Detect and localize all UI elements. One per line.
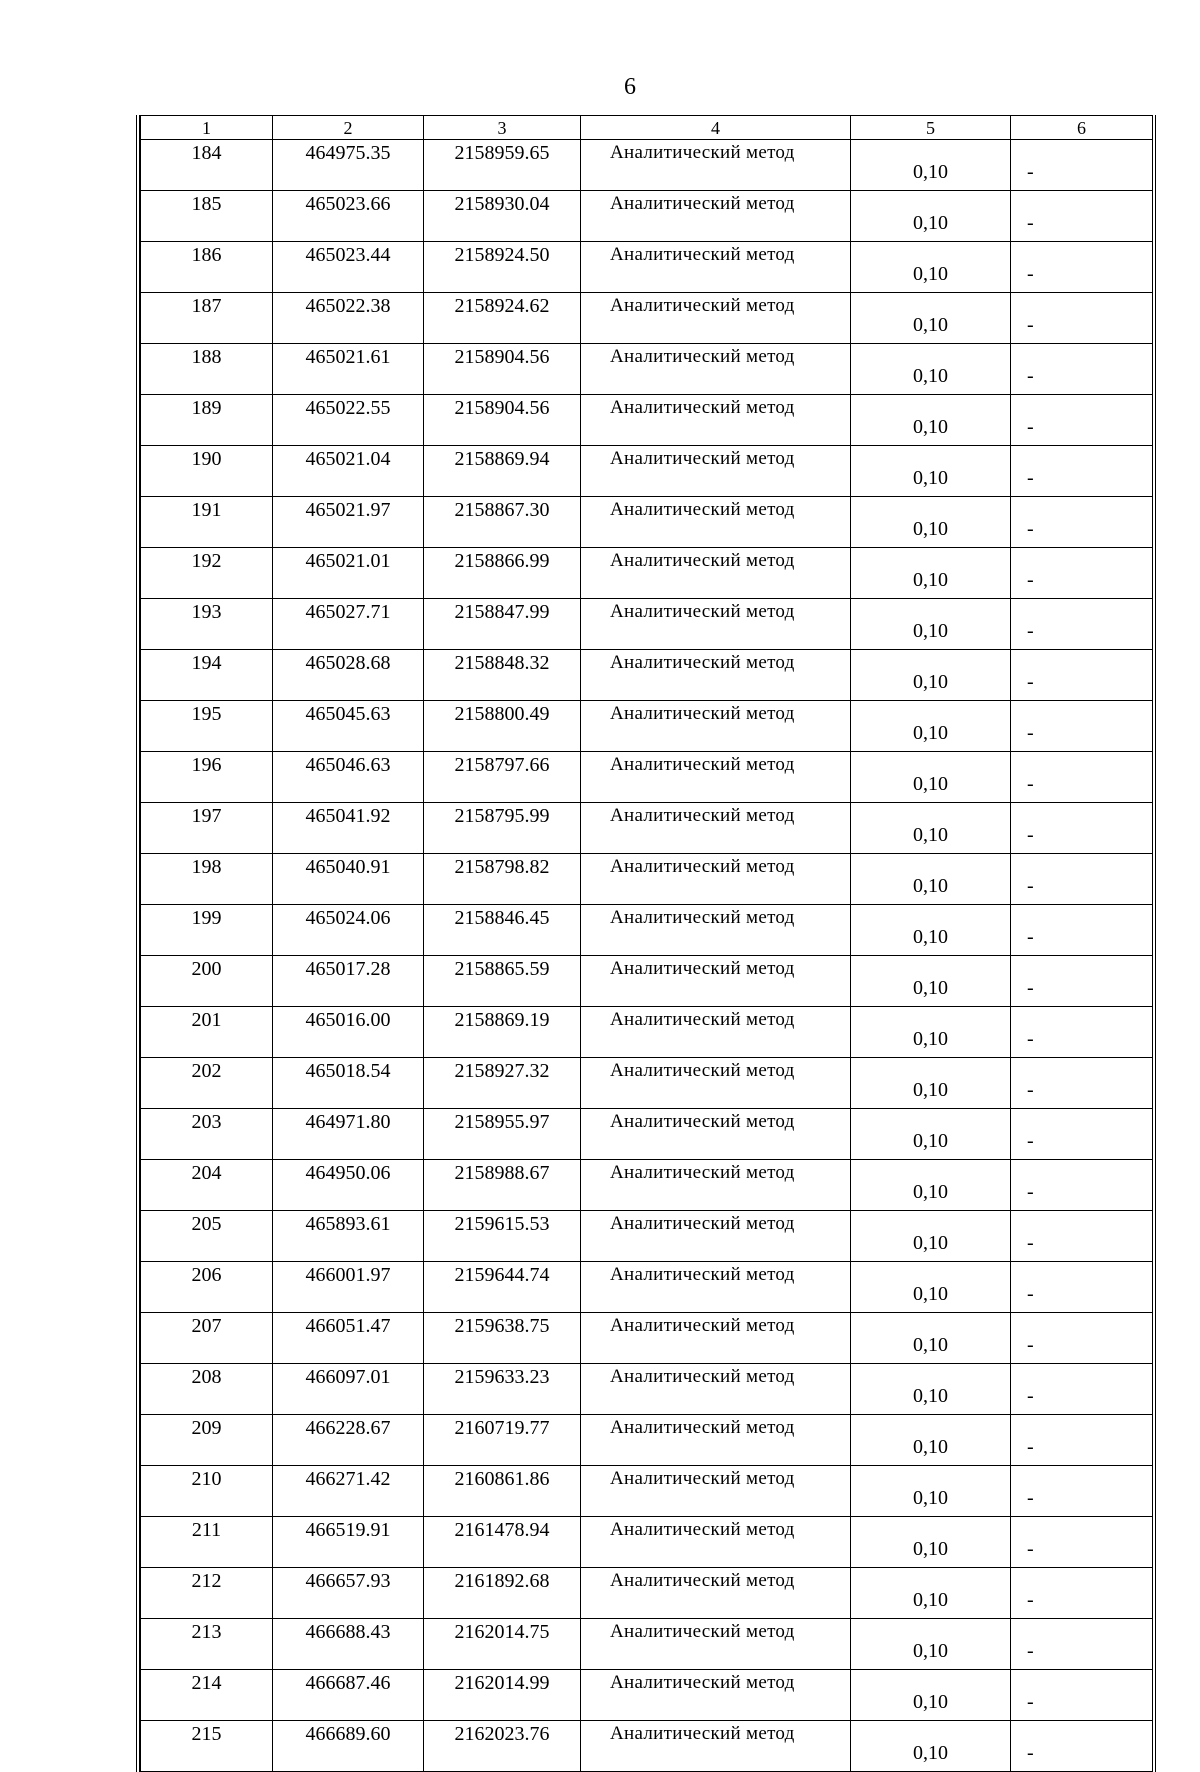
note-cell: - — [1011, 1619, 1153, 1670]
table-row — [141, 1058, 1153, 1109]
point-number-cell: 202 — [141, 1058, 273, 1109]
x-coordinate-cell: 464950.06 — [273, 1160, 424, 1211]
accuracy-cell: 0,10 — [851, 905, 1011, 956]
point-number-cell: 190 — [141, 446, 273, 497]
x-coordinate-cell: 465040.91 — [273, 854, 424, 905]
table-row — [141, 191, 1153, 242]
x-coordinate-cell: 465023.66 — [273, 191, 424, 242]
point-number-cell: 213 — [141, 1619, 273, 1670]
note-cell: - — [1011, 1721, 1153, 1772]
note-cell: - — [1011, 191, 1153, 242]
method-cell: Аналитический метод — [581, 1415, 851, 1466]
x-coordinate-cell: 465045.63 — [273, 701, 424, 752]
x-coordinate-cell: 465024.06 — [273, 905, 424, 956]
point-number-cell: 199 — [141, 905, 273, 956]
column-header-4: 4 — [581, 116, 851, 140]
method-cell: Аналитический метод — [581, 1007, 851, 1058]
point-number-cell: 187 — [141, 293, 273, 344]
accuracy-cell: 0,10 — [851, 293, 1011, 344]
point-number-cell: 215 — [141, 1721, 273, 1772]
note-cell: - — [1011, 1517, 1153, 1568]
table-row — [141, 1517, 1153, 1568]
x-coordinate-cell: 465022.38 — [273, 293, 424, 344]
x-coordinate-cell: 466051.47 — [273, 1313, 424, 1364]
method-cell: Аналитический метод — [581, 905, 851, 956]
x-coordinate-cell: 465021.97 — [273, 497, 424, 548]
x-coordinate-cell: 466687.46 — [273, 1670, 424, 1721]
x-coordinate-cell: 466519.91 — [273, 1517, 424, 1568]
y-coordinate-cell: 2158869.19 — [424, 1007, 581, 1058]
y-coordinate-cell: 2158800.49 — [424, 701, 581, 752]
y-coordinate-cell: 2158924.62 — [424, 293, 581, 344]
accuracy-cell: 0,10 — [851, 599, 1011, 650]
x-coordinate-cell: 465046.63 — [273, 752, 424, 803]
table-row — [141, 956, 1153, 1007]
note-cell: - — [1011, 1262, 1153, 1313]
method-cell: Аналитический метод — [581, 1670, 851, 1721]
table-row — [141, 1109, 1153, 1160]
table-row — [141, 140, 1153, 191]
x-coordinate-cell: 465023.44 — [273, 242, 424, 293]
point-number-cell: 194 — [141, 650, 273, 701]
accuracy-cell: 0,10 — [851, 854, 1011, 905]
method-cell: Аналитический метод — [581, 1262, 851, 1313]
x-coordinate-cell: 465021.01 — [273, 548, 424, 599]
note-cell: - — [1011, 1007, 1153, 1058]
y-coordinate-cell: 2160719.77 — [424, 1415, 581, 1466]
y-coordinate-cell: 2158847.99 — [424, 599, 581, 650]
accuracy-cell: 0,10 — [851, 1517, 1011, 1568]
y-coordinate-cell: 2158798.82 — [424, 854, 581, 905]
note-cell: - — [1011, 1568, 1153, 1619]
table-row — [141, 344, 1153, 395]
method-cell: Аналитический метод — [581, 548, 851, 599]
method-cell: Аналитический метод — [581, 1313, 851, 1364]
table-row — [141, 1160, 1153, 1211]
table-row — [141, 599, 1153, 650]
y-coordinate-cell: 2158867.30 — [424, 497, 581, 548]
method-cell: Аналитический метод — [581, 1619, 851, 1670]
table-header-row — [141, 116, 1153, 140]
x-coordinate-cell: 465041.92 — [273, 803, 424, 854]
table-row — [141, 1670, 1153, 1721]
note-cell: - — [1011, 956, 1153, 1007]
accuracy-cell: 0,10 — [851, 191, 1011, 242]
note-cell: - — [1011, 1415, 1153, 1466]
note-cell: - — [1011, 752, 1153, 803]
point-number-cell: 195 — [141, 701, 273, 752]
accuracy-cell: 0,10 — [851, 1619, 1011, 1670]
column-header-1: 1 — [141, 116, 273, 140]
x-coordinate-cell: 466271.42 — [273, 1466, 424, 1517]
y-coordinate-cell: 2158904.56 — [424, 344, 581, 395]
note-cell: - — [1011, 497, 1153, 548]
point-number-cell: 198 — [141, 854, 273, 905]
x-coordinate-cell: 466688.43 — [273, 1619, 424, 1670]
point-number-cell: 193 — [141, 599, 273, 650]
note-cell: - — [1011, 242, 1153, 293]
accuracy-cell: 0,10 — [851, 140, 1011, 191]
x-coordinate-cell: 464971.80 — [273, 1109, 424, 1160]
y-coordinate-cell: 2159633.23 — [424, 1364, 581, 1415]
accuracy-cell: 0,10 — [851, 242, 1011, 293]
accuracy-cell: 0,10 — [851, 650, 1011, 701]
method-cell: Аналитический метод — [581, 599, 851, 650]
x-coordinate-cell: 465028.68 — [273, 650, 424, 701]
x-coordinate-cell: 465022.55 — [273, 395, 424, 446]
table-row — [141, 1364, 1153, 1415]
y-coordinate-cell: 2158930.04 — [424, 191, 581, 242]
point-number-cell: 205 — [141, 1211, 273, 1262]
point-number-cell: 212 — [141, 1568, 273, 1619]
note-cell: - — [1011, 1160, 1153, 1211]
y-coordinate-cell: 2158904.56 — [424, 395, 581, 446]
note-cell: - — [1011, 1313, 1153, 1364]
table-row — [141, 446, 1153, 497]
accuracy-cell: 0,10 — [851, 1007, 1011, 1058]
table-row — [141, 1466, 1153, 1517]
point-number-cell: 192 — [141, 548, 273, 599]
point-number-cell: 209 — [141, 1415, 273, 1466]
accuracy-cell: 0,10 — [851, 1364, 1011, 1415]
accuracy-cell: 0,10 — [851, 1262, 1011, 1313]
x-coordinate-cell: 466689.60 — [273, 1721, 424, 1772]
y-coordinate-cell: 2158797.66 — [424, 752, 581, 803]
column-header-2: 2 — [273, 116, 424, 140]
x-coordinate-cell: 465893.61 — [273, 1211, 424, 1262]
column-header-5: 5 — [851, 116, 1011, 140]
y-coordinate-cell: 2158869.94 — [424, 446, 581, 497]
accuracy-cell: 0,10 — [851, 446, 1011, 497]
y-coordinate-cell: 2159615.53 — [424, 1211, 581, 1262]
accuracy-cell: 0,10 — [851, 1721, 1011, 1772]
note-cell: - — [1011, 395, 1153, 446]
x-coordinate-cell: 465017.28 — [273, 956, 424, 1007]
note-cell: - — [1011, 446, 1153, 497]
x-coordinate-cell: 465027.71 — [273, 599, 424, 650]
point-number-cell: 207 — [141, 1313, 273, 1364]
note-cell: - — [1011, 1211, 1153, 1262]
x-coordinate-cell: 464975.35 — [273, 140, 424, 191]
method-cell: Аналитический метод — [581, 1364, 851, 1415]
method-cell: Аналитический метод — [581, 1466, 851, 1517]
y-coordinate-cell: 2158988.67 — [424, 1160, 581, 1211]
point-number-cell: 200 — [141, 956, 273, 1007]
method-cell: Аналитический метод — [581, 1517, 851, 1568]
y-coordinate-cell: 2159644.74 — [424, 1262, 581, 1313]
method-cell: Аналитический метод — [581, 752, 851, 803]
method-cell: Аналитический метод — [581, 191, 851, 242]
table-row — [141, 1619, 1153, 1670]
point-number-cell: 211 — [141, 1517, 273, 1568]
method-cell: Аналитический метод — [581, 344, 851, 395]
point-number-cell: 191 — [141, 497, 273, 548]
point-number-cell: 196 — [141, 752, 273, 803]
coordinates-table-frame — [136, 115, 1156, 1772]
table-row — [141, 548, 1153, 599]
y-coordinate-cell: 2160861.86 — [424, 1466, 581, 1517]
y-coordinate-cell: 2158866.99 — [424, 548, 581, 599]
note-cell: - — [1011, 1466, 1153, 1517]
note-cell: - — [1011, 803, 1153, 854]
table-row — [141, 293, 1153, 344]
note-cell: - — [1011, 1364, 1153, 1415]
table-row — [141, 1568, 1153, 1619]
point-number-cell: 203 — [141, 1109, 273, 1160]
method-cell: Аналитический метод — [581, 1721, 851, 1772]
point-number-cell: 201 — [141, 1007, 273, 1058]
table-row — [141, 854, 1153, 905]
note-cell: - — [1011, 548, 1153, 599]
x-coordinate-cell: 465018.54 — [273, 1058, 424, 1109]
note-cell: - — [1011, 1109, 1153, 1160]
y-coordinate-cell: 2158865.59 — [424, 956, 581, 1007]
x-coordinate-cell: 466657.93 — [273, 1568, 424, 1619]
y-coordinate-cell: 2158848.32 — [424, 650, 581, 701]
accuracy-cell: 0,10 — [851, 1109, 1011, 1160]
method-cell: Аналитический метод — [581, 497, 851, 548]
point-number-cell: 184 — [141, 140, 273, 191]
note-cell: - — [1011, 140, 1153, 191]
accuracy-cell: 0,10 — [851, 1211, 1011, 1262]
accuracy-cell: 0,10 — [851, 1313, 1011, 1364]
accuracy-cell: 0,10 — [851, 1415, 1011, 1466]
table-row — [141, 1262, 1153, 1313]
accuracy-cell: 0,10 — [851, 395, 1011, 446]
table-row — [141, 650, 1153, 701]
table-row — [141, 803, 1153, 854]
note-cell: - — [1011, 1670, 1153, 1721]
x-coordinate-cell: 466097.01 — [273, 1364, 424, 1415]
note-cell: - — [1011, 344, 1153, 395]
y-coordinate-cell: 2158924.50 — [424, 242, 581, 293]
table-row — [141, 701, 1153, 752]
accuracy-cell: 0,10 — [851, 548, 1011, 599]
x-coordinate-cell: 465021.61 — [273, 344, 424, 395]
y-coordinate-cell: 2161892.68 — [424, 1568, 581, 1619]
table-row — [141, 1007, 1153, 1058]
note-cell: - — [1011, 1058, 1153, 1109]
point-number-cell: 189 — [141, 395, 273, 446]
point-number-cell: 197 — [141, 803, 273, 854]
y-coordinate-cell: 2162023.76 — [424, 1721, 581, 1772]
y-coordinate-cell: 2158927.32 — [424, 1058, 581, 1109]
accuracy-cell: 0,10 — [851, 1568, 1011, 1619]
y-coordinate-cell: 2158959.65 — [424, 140, 581, 191]
x-coordinate-cell: 466228.67 — [273, 1415, 424, 1466]
point-number-cell: 208 — [141, 1364, 273, 1415]
method-cell: Аналитический метод — [581, 1568, 851, 1619]
method-cell: Аналитический метод — [581, 650, 851, 701]
note-cell: - — [1011, 905, 1153, 956]
note-cell: - — [1011, 599, 1153, 650]
note-cell: - — [1011, 701, 1153, 752]
point-number-cell: 185 — [141, 191, 273, 242]
y-coordinate-cell: 2161478.94 — [424, 1517, 581, 1568]
point-number-cell: 204 — [141, 1160, 273, 1211]
x-coordinate-cell: 465021.04 — [273, 446, 424, 497]
note-cell: - — [1011, 854, 1153, 905]
point-number-cell: 186 — [141, 242, 273, 293]
accuracy-cell: 0,10 — [851, 1466, 1011, 1517]
accuracy-cell: 0,10 — [851, 803, 1011, 854]
method-cell: Аналитический метод — [581, 1211, 851, 1262]
method-cell: Аналитический метод — [581, 446, 851, 497]
method-cell: Аналитический метод — [581, 854, 851, 905]
table-row — [141, 905, 1153, 956]
accuracy-cell: 0,10 — [851, 497, 1011, 548]
y-coordinate-cell: 2158955.97 — [424, 1109, 581, 1160]
y-coordinate-cell: 2159638.75 — [424, 1313, 581, 1364]
table-row — [141, 497, 1153, 548]
method-cell: Аналитический метод — [581, 395, 851, 446]
method-cell: Аналитический метод — [581, 701, 851, 752]
y-coordinate-cell: 2162014.99 — [424, 1670, 581, 1721]
table-row — [141, 242, 1153, 293]
column-header-6: 6 — [1011, 116, 1153, 140]
accuracy-cell: 0,10 — [851, 1670, 1011, 1721]
method-cell: Аналитический метод — [581, 803, 851, 854]
method-cell: Аналитический метод — [581, 1160, 851, 1211]
table-row — [141, 1415, 1153, 1466]
note-cell: - — [1011, 650, 1153, 701]
table-row — [141, 395, 1153, 446]
method-cell: Аналитический метод — [581, 1109, 851, 1160]
accuracy-cell: 0,10 — [851, 956, 1011, 1007]
point-number-cell: 214 — [141, 1670, 273, 1721]
note-cell: - — [1011, 293, 1153, 344]
y-coordinate-cell: 2162014.75 — [424, 1619, 581, 1670]
coordinates-table — [140, 115, 1153, 1772]
point-number-cell: 206 — [141, 1262, 273, 1313]
method-cell: Аналитический метод — [581, 293, 851, 344]
method-cell: Аналитический метод — [581, 956, 851, 1007]
method-cell: Аналитический метод — [581, 140, 851, 191]
accuracy-cell: 0,10 — [851, 344, 1011, 395]
point-number-cell: 210 — [141, 1466, 273, 1517]
table-row — [141, 1211, 1153, 1262]
accuracy-cell: 0,10 — [851, 701, 1011, 752]
method-cell: Аналитический метод — [581, 242, 851, 293]
table-row — [141, 1313, 1153, 1364]
x-coordinate-cell: 465016.00 — [273, 1007, 424, 1058]
accuracy-cell: 0,10 — [851, 752, 1011, 803]
accuracy-cell: 0,10 — [851, 1160, 1011, 1211]
x-coordinate-cell: 466001.97 — [273, 1262, 424, 1313]
y-coordinate-cell: 2158795.99 — [424, 803, 581, 854]
accuracy-cell: 0,10 — [851, 1058, 1011, 1109]
table-row — [141, 752, 1153, 803]
table-row — [141, 1721, 1153, 1772]
page-number: 6 — [624, 74, 636, 100]
method-cell: Аналитический метод — [581, 1058, 851, 1109]
y-coordinate-cell: 2158846.45 — [424, 905, 581, 956]
point-number-cell: 188 — [141, 344, 273, 395]
column-header-3: 3 — [424, 116, 581, 140]
